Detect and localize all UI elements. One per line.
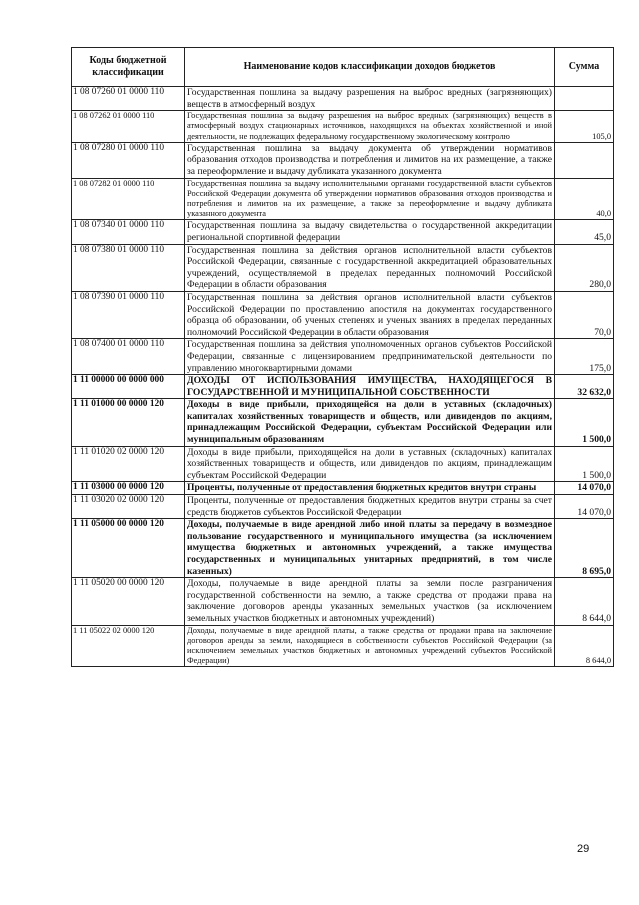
- code-cell: 1 11 00000 00 0000 000: [72, 375, 185, 399]
- table-row: [72, 446, 614, 482]
- table-row: [72, 142, 614, 178]
- name-cell: Государственная пошлина за выдачу исполнительными органами государственной власти субъектов Российской Федерации документа об утверждении нормативов образования отходов производства и потребления и лимитов на их размещение, а также за переоформление и выдачу дубликата указанного документа: [185, 178, 555, 220]
- name-cell: Государственная пошлина за выдачу документа об утверждении нормативов образования отходов производства и потребления и лимитов на их размещение, а также за переоформление и выдачу дубликата указанного документа: [185, 142, 555, 178]
- name-cell: Проценты, полученные от предоставления бюджетных кредитов внутри страны: [185, 482, 555, 495]
- amount-cell: 8 644,0: [555, 625, 614, 667]
- code-cell: 1 08 07280 01 0000 110: [72, 142, 185, 178]
- table-row: [72, 578, 614, 625]
- table-row: [72, 495, 614, 519]
- code-cell: 1 11 01000 00 0000 120: [72, 399, 185, 446]
- code-cell: 1 08 07390 01 0000 110: [72, 291, 185, 338]
- amount-cell: 105,0: [555, 111, 614, 143]
- amount-cell: 70,0: [555, 291, 614, 338]
- name-cell: Доходы, получаемые в виде арендной платы за земли после разграничения государственной собственности на землю, а также средства от продажи права на заключение договоров аренды указанных земельных участков (за исключением земельных участков бюджетных и автономных учреждений): [185, 578, 555, 625]
- code-cell: 1 11 05000 00 0000 120: [72, 519, 185, 578]
- code-cell: 1 08 07380 01 0000 110: [72, 244, 185, 291]
- amount-cell: 14 070,0: [555, 495, 614, 519]
- amount-cell: 8 644,0: [555, 578, 614, 625]
- amount-cell: 8 695,0: [555, 519, 614, 578]
- code-cell: 1 08 07340 01 0000 110: [72, 220, 185, 244]
- table-row: [72, 339, 614, 375]
- amount-cell: 1 500,0: [555, 399, 614, 446]
- table-row: [72, 519, 614, 578]
- table-row: [72, 375, 614, 399]
- name-cell: Доходы, получаемые в виде арендной либо иной платы за передачу в возмездное пользование государственного и муниципального имущества (за исключением имущества бюджетных и автономных учреждений, а также имущества государственных и муниципальных унитарных предприятий, в том числе казенных): [185, 519, 555, 578]
- table-row: [72, 220, 614, 244]
- table-header-row: [72, 48, 614, 87]
- name-cell: ДОХОДЫ ОТ ИСПОЛЬЗОВАНИЯ ИМУЩЕСТВА, НАХОДЯЩЕГОСЯ В ГОСУДАРСТВЕННОЙ И МУНИЦИПАЛЬНОЙ СОБСТВЕННОСТИ: [185, 375, 555, 399]
- table-row: [72, 291, 614, 338]
- table-row: [72, 111, 614, 143]
- amount-cell: 280,0: [555, 244, 614, 291]
- name-cell: Государственная пошлина за действия органов исполнительной власти субъектов Российской Федерации по проставлению апостиля на документах государственного образца об образовании, об ученых степенях и ученых званиях в пределах переданных полномочий Российской Федерации в области образования: [185, 291, 555, 338]
- code-cell: 1 11 03020 02 0000 120: [72, 495, 185, 519]
- amount-cell: 45,0: [555, 220, 614, 244]
- table-row: [72, 482, 614, 495]
- name-cell: Доходы, получаемые в виде арендной платы, а также средства от продажи права на заключение договоров аренды за земли, находящиеся в собственности субъектов Российской Федерации (за исключением земельных участков бюджетных и автономных учреждений субъектов Российской Федерации): [185, 625, 555, 667]
- name-cell: Проценты, полученные от предоставления бюджетных кредитов внутри страны за счет средств бюджетов субъектов Российской Федерации: [185, 495, 555, 519]
- code-cell: 1 08 07260 01 0000 110: [72, 87, 185, 111]
- table-row: [72, 244, 614, 291]
- code-cell: 1 11 01020 02 0000 120: [72, 446, 185, 482]
- name-cell: Государственная пошлина за выдачу разрешения на выброс вредных (загрязняющих) веществ в атмосферный воздух: [185, 87, 555, 111]
- name-cell: Доходы в виде прибыли, приходящейся на доли в уставных (складочных) капиталах хозяйственных товариществ и обществ, или дивидендов по акциям, принадлежащим субъектам Российской Федерации: [185, 446, 555, 482]
- name-cell: Доходы в виде прибыли, приходящейся на доли в уставных (складочных) капиталах хозяйственных товариществ и обществ, или дивидендов по акциям, принадлежащим Российской Федерации, субъектам Российской Федерации или муниципальным образованиям: [185, 399, 555, 446]
- code-cell: 1 08 07262 01 0000 110: [72, 111, 185, 143]
- header-code: Коды бюджетной классификации: [72, 48, 185, 87]
- code-cell: 1 11 03000 00 0000 120: [72, 482, 185, 495]
- table-row: [72, 625, 614, 667]
- name-cell: Государственная пошлина за действия органов исполнительной власти субъектов Российской Федерации, связанные с государственной аккредитацией образовательных учреждений, осуществляемой в пределах переданных полномочий Российской Федерации в области образования: [185, 244, 555, 291]
- amount-cell: [555, 142, 614, 178]
- amount-cell: 1 500,0: [555, 446, 614, 482]
- header-name: Наименование кодов классификации доходов бюджетов: [185, 48, 555, 87]
- amount-cell: 40,0: [555, 178, 614, 220]
- budget-classification-table: [71, 47, 614, 667]
- header-amount: Сумма: [555, 48, 614, 87]
- amount-cell: [555, 87, 614, 111]
- amount-cell: 32 632,0: [555, 375, 614, 399]
- table-row: [72, 87, 614, 111]
- name-cell: Государственная пошлина за выдачу свидетельства о государственной аккредитации региональной спортивной федерации: [185, 220, 555, 244]
- table-row: [72, 178, 614, 220]
- amount-cell: 14 070,0: [555, 482, 614, 495]
- name-cell: Государственная пошлина за действия уполномоченных органов субъектов Российской Федерации, связанные с лицензированием предпринимательской деятельности по управлению многоквартирными домами: [185, 339, 555, 375]
- code-cell: 1 11 05020 00 0000 120: [72, 578, 185, 625]
- table-row: [72, 399, 614, 446]
- page-number: 29: [577, 843, 590, 855]
- name-cell: Государственная пошлина за выдачу разрешения на выброс вредных (загрязняющих) веществ в атмосферный воздух стационарных источников, находящихся на объектах хозяйственной и иной деятельности, не подлежащих федеральному государственному экологическому контролю: [185, 111, 555, 143]
- amount-cell: 175,0: [555, 339, 614, 375]
- code-cell: 1 08 07282 01 0000 110: [72, 178, 185, 220]
- code-cell: 1 11 05022 02 0000 120: [72, 625, 185, 667]
- code-cell: 1 08 07400 01 0000 110: [72, 339, 185, 375]
